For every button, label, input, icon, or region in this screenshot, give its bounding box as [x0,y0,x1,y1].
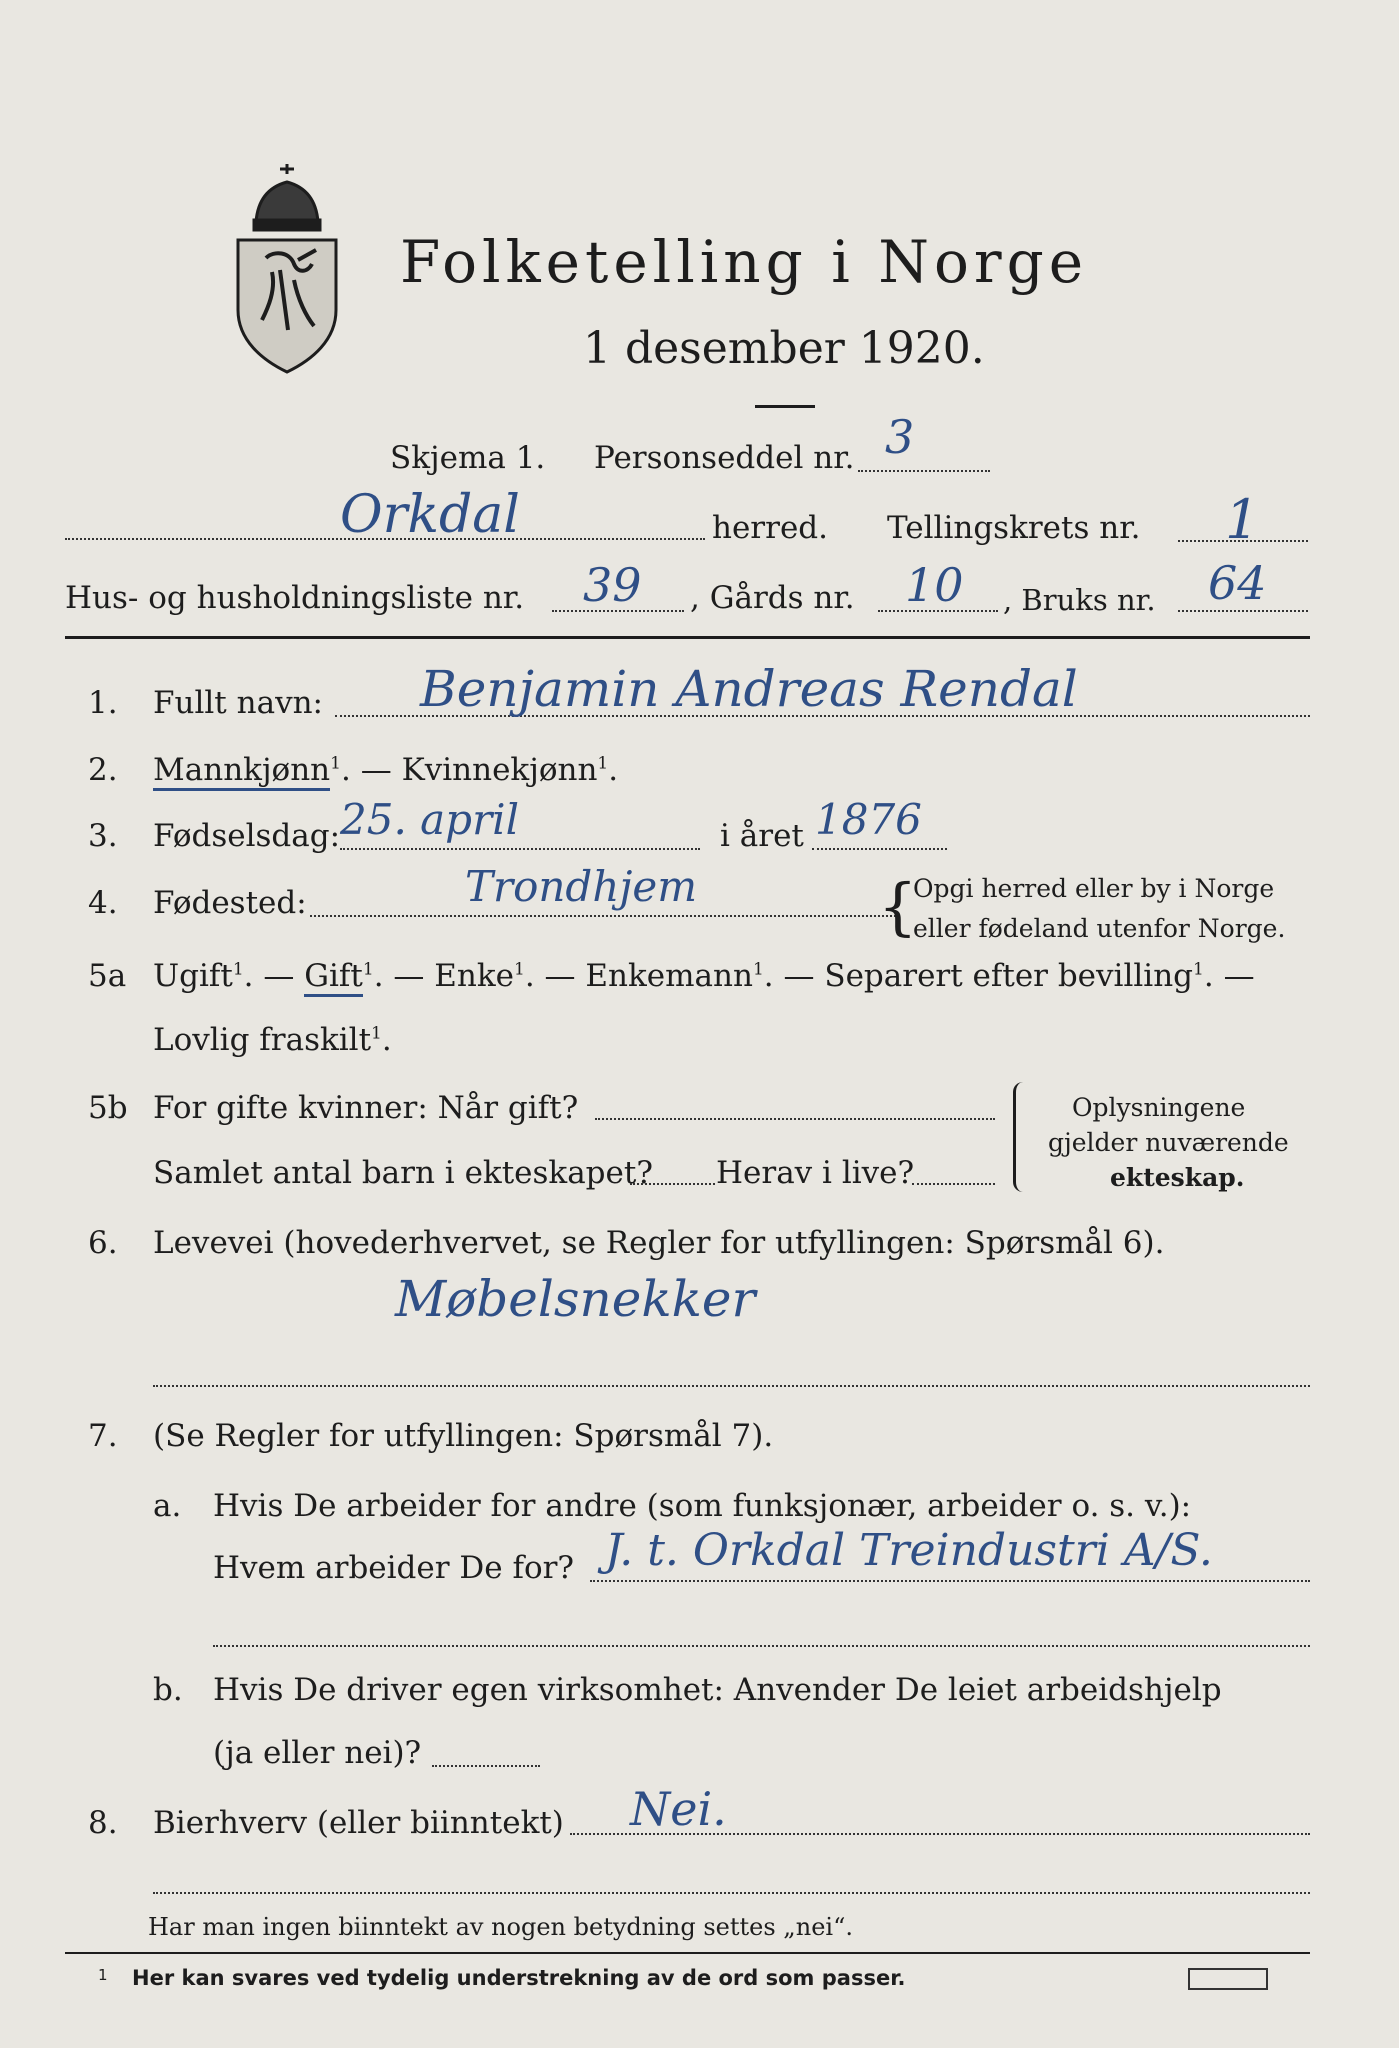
q5a-fraskilt: Lovlig fraskilt [153,1022,372,1058]
norwegian-coat-of-arms-icon [228,160,346,375]
q7b-line [432,1765,540,1767]
q7b-question: (ja eller nei)? [213,1735,422,1771]
q2-kvinne-sup: 1 [597,753,609,774]
q6-value: Møbelsnekker [395,1270,756,1328]
q7a-value: J. t. Orkdal Treindustri A/S. [605,1525,1213,1576]
q7a-number: a. [153,1488,182,1524]
q7-label: (Se Regler for utfyllingen: Spørsmål 7). [153,1418,774,1454]
q7b-number: b. [153,1672,183,1708]
q3-value: 25. april [340,795,520,844]
q5b-live-label: Herav i live? [716,1155,915,1191]
q4-label: Fødested: [153,885,307,921]
q5b-number: 5b [88,1090,128,1126]
q7a-line [590,1580,1310,1582]
q5a-options: Ugift$^1$. — Gift$^1$. — Enke$^1$. — Enkemann$^1$. — Separert efter bevilling$^1$. — [153,958,1255,994]
footer-rule [65,1952,1310,1954]
q7a-label: Hvis De arbeider for andre (som funksjonær, arbeider o. s. v.): [213,1488,1192,1524]
footnote-text: Her kan svares ved tydelig understrekning av de ord som passer. [132,1966,906,1990]
q5b-barn-label: Samlet antal barn i ekteskapet? [153,1155,653,1191]
q7b-label: Hvis De driver egen virksomhet: Anvender De leiet arbeidshjelp [213,1672,1222,1708]
personseddel-line [858,470,990,472]
q4-number: 4. [88,885,118,921]
personseddel-label: Personseddel nr. [594,440,855,476]
q5b-label: For gifte kvinner: Når gift? [153,1090,579,1126]
q5b-barn-line [630,1183,715,1185]
q7-number: 7. [88,1418,118,1454]
q4-note-1: Opgi herred eller by i Norge [913,874,1275,903]
form-title: Folketelling i Norge [400,228,1089,296]
q1-number: 1. [88,685,118,721]
q5b-note-1: Oplysningene [1072,1093,1246,1122]
q7a-question: Hvem arbeider De for? [213,1550,575,1586]
q2-kvinne: Kvinnekjønn [401,752,598,788]
q5a-separert: Separert efter bevilling [824,958,1194,994]
q2-sep: . — [341,752,402,788]
q5b-bracket [1013,1082,1024,1192]
printer-mark-icon [1188,1968,1268,1990]
q4-value: Trondhjem [465,862,698,911]
q6-number: 6. [88,1225,118,1261]
q3-year-label: i året [720,818,804,854]
q5b-gift-line [595,1118,995,1120]
q1-label: Fullt navn: [153,685,323,721]
tellingskrets-value: 1 [1225,488,1260,551]
personseddel-value: 3 [885,410,915,464]
q3-year-value: 1876 [815,795,922,844]
q5b-live-line [912,1183,995,1185]
nei-note: Har man ingen biinntekt av nogen betydning settes „nei“. [148,1913,853,1941]
q3-line [340,848,700,850]
bruks-line [1178,610,1308,612]
tellingskrets-label: Tellingskrets nr. [887,510,1141,546]
gards-value: 10 [905,558,964,612]
q5a-enke: Enke [434,958,514,994]
q6-label: Levevei (hovederhvervet, se Regler for utfyllingen: Spørsmål 6). [153,1225,1165,1261]
hus-value: 39 [583,558,642,612]
title-divider [755,405,815,408]
q5a-number: 5a [88,958,127,994]
gards-label: , Gårds nr. [690,580,855,616]
herred-label: herred. [712,510,828,546]
q5a-ugift: Ugift [153,958,233,994]
q4-brace: { [878,870,918,943]
q8-number: 8. [88,1805,118,1841]
q2-number: 2. [88,752,118,788]
q8-label: Bierhverv (eller biinntekt) [153,1805,564,1841]
q3-number: 3. [88,818,118,854]
q1-value: Benjamin Andreas Rendal [420,660,1078,718]
q4-note-2: eller fødeland utenfor Norge. [913,914,1286,943]
q8-value: Nei. [630,1782,727,1836]
q8-extra-line [153,1892,1310,1894]
footnote-mark: 1 [98,1966,108,1984]
q2-mann: Mannkjønn [153,752,330,791]
herred-value: Orkdal [340,485,520,545]
q5a-enkemann: Enkemann [585,958,753,994]
q4-line [310,915,900,917]
q2-end: . [608,752,619,788]
q7a-extra-line [213,1645,1310,1647]
q5a-gift: Gift [304,958,363,997]
q5a-fraskilt-line: Lovlig fraskilt$^1$. [153,1022,392,1058]
hus-label: Hus- og husholdningsliste nr. [65,580,525,616]
q6-line [153,1385,1310,1387]
q5b-note-2: gjelder nuværende [1048,1128,1289,1157]
q5b-note-3: ekteskap. [1110,1163,1245,1192]
bruks-label: , Bruks nr. [1003,583,1156,617]
header-rule [65,636,1310,639]
skjema-label: Skjema 1. [390,440,546,476]
q3-label: Fødselsdag: [153,818,341,854]
q2-options [153,752,618,788]
bruks-value: 64 [1208,556,1267,610]
census-date: 1 desember 1920. [583,323,985,374]
q3-year-line [812,848,947,850]
q2-mann-sup: 1 [330,753,341,774]
